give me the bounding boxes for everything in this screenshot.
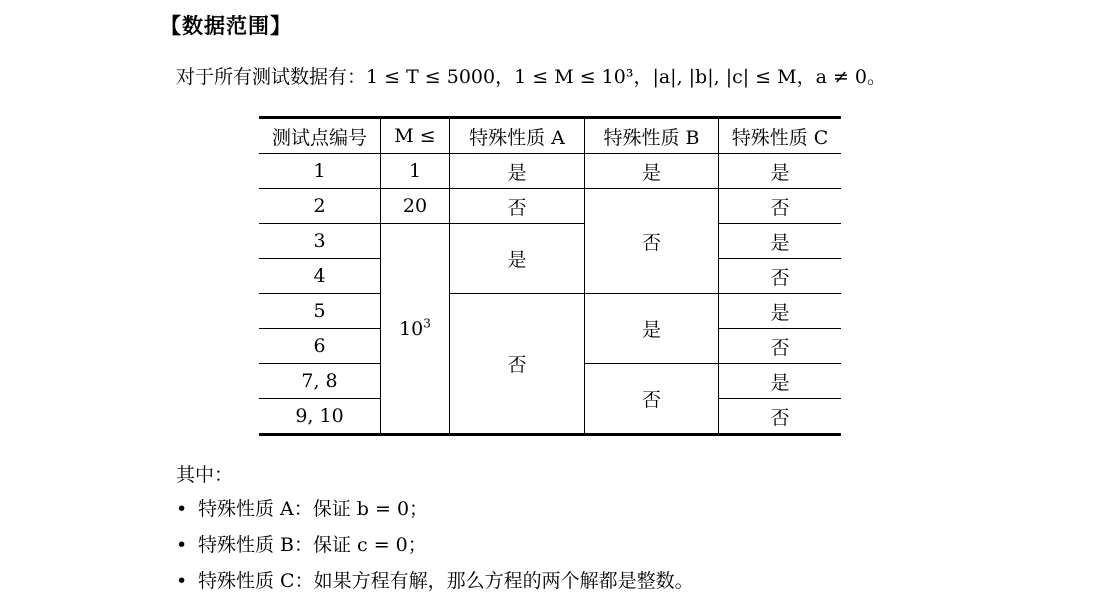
cell-testcase: 5 [259,294,381,329]
cell-m-value: $10^3$ [399,316,431,341]
cell-prop-c: 是 [719,224,842,259]
cell-prop-c: 否 [719,329,842,364]
table-row [259,189,841,224]
cell-prop-c: 是 [719,154,842,189]
cell-testcase: 6 [259,329,381,364]
note-text: 特殊性质 C：如果方程有解，那么方程的两个解都是整数。 [198,570,694,592]
list-item [176,563,694,599]
cell-testcase: 7, 8 [259,364,381,399]
bullet-icon: • [176,570,188,592]
list-item [176,527,694,563]
header-prop-c: 特殊性质 C [719,118,842,154]
table-row [259,224,841,259]
cell-prop-c: 是 [719,364,842,399]
cell-prop-b: 是 [585,154,719,189]
cell-prop-c: 是 [719,294,842,329]
header-m: M ≤ [381,118,450,154]
header-prop-b: 特殊性质 B [585,118,719,154]
notes-list [176,491,694,599]
table-header-row [259,118,841,154]
note-text: 特殊性质 B：保证 c = 0； [198,534,427,556]
cell-prop-b: 否 [585,364,719,435]
cell-prop-a: 是 [450,224,585,294]
cell-m: 1 [381,154,450,189]
table-row [259,154,841,189]
cell-testcase: 1 [259,154,381,189]
header-prop-a: 特殊性质 A [450,118,585,154]
cell-prop-a: 否 [450,294,585,435]
cell-prop-b: 否 [585,189,719,294]
bullet-icon: • [176,498,188,520]
notes-title: 其中： [176,464,234,486]
section-heading: 【数据范围】 [160,14,292,38]
cell-testcase: 2 [259,189,381,224]
cell-prop-c: 否 [719,259,842,294]
cell-m: 20 [381,189,450,224]
cell-testcase: 3 [259,224,381,259]
constraints-paragraph: 对于所有测试数据有：1 ≤ T ≤ 5000，1 ≤ M ≤ 10³，|a|, |b|, |c| ≤ M，a ≠ 0。 [176,66,887,88]
header-testcase: 测试点编号 [259,118,381,154]
cell-testcase: 4 [259,259,381,294]
cell-prop-c: 否 [719,399,842,435]
cell-testcase: 9, 10 [259,399,381,435]
cell-prop-b: 是 [585,294,719,364]
subtask-table [259,116,841,436]
note-text: 特殊性质 A：保证 b = 0； [198,498,429,520]
list-item [176,491,694,527]
cell-prop-a: 否 [450,189,585,224]
cell-prop-a: 是 [450,154,585,189]
bullet-icon: • [176,534,188,556]
cell-prop-c: 否 [719,189,842,224]
table-row [259,294,841,329]
cell-m [381,224,450,435]
